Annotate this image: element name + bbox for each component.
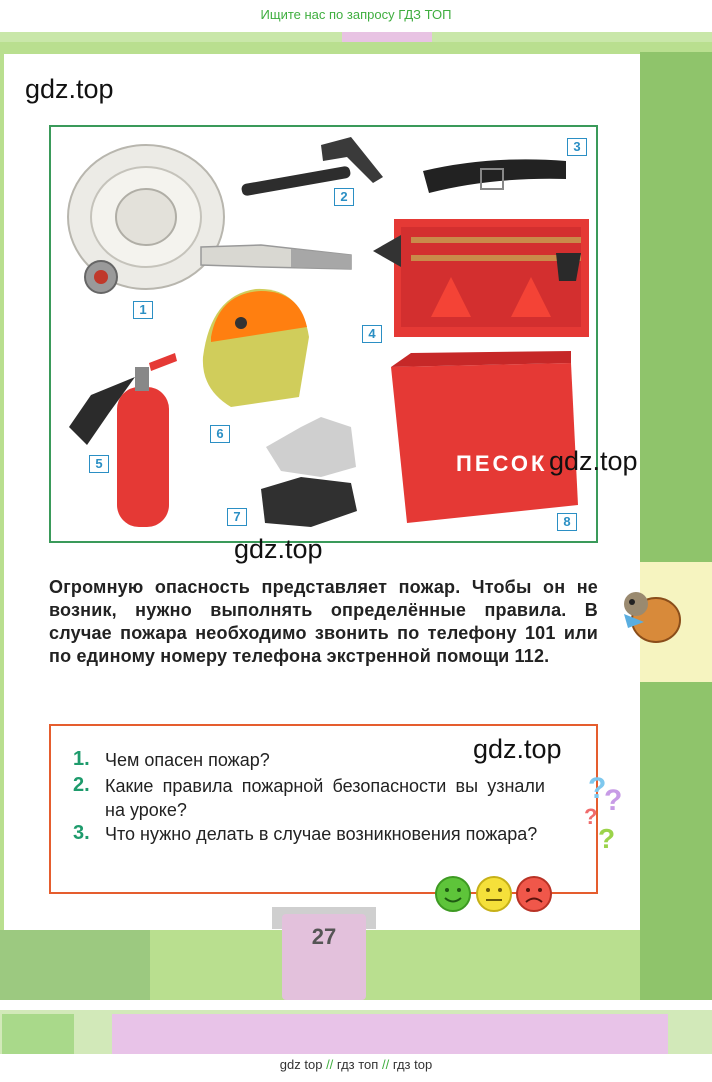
- top-banner[interactable]: Ищите нас по запросу ГДЗ ТОП: [0, 0, 712, 32]
- watermark: gdz.top: [549, 446, 638, 476]
- top-strip: [0, 32, 712, 42]
- svg-text:?: ?: [584, 804, 598, 829]
- neutral-face-icon: [477, 877, 511, 911]
- figure-tag-5: 5: [89, 455, 109, 473]
- watermark: gdz.top: [25, 74, 114, 104]
- question-text: Чем опасен пожар?: [105, 750, 270, 770]
- sad-face-icon: [517, 877, 551, 911]
- sand-box-image: [391, 351, 578, 523]
- figure-tag-6: 6: [210, 425, 230, 443]
- figure-tag-4: 4: [362, 325, 382, 343]
- fire-hose-image: [68, 145, 351, 293]
- self-assessment-smileys: [434, 874, 554, 914]
- fire-board-image: [373, 219, 589, 337]
- fire-axe-image: [241, 137, 383, 196]
- bottom-links: [0, 1054, 712, 1082]
- lesson-paragraph: Огромную опасность представляет пожар. Чтобы он не возник, нужно выполнять определённые правила. В случае пожара необходимо звонить по телефону 101 или по единому номеру телефона экстренной помощи 112.: [49, 577, 598, 666]
- svg-text:?: ?: [604, 784, 623, 817]
- question-text: Какие правила пожарной безопасности вы узнали на уроке?: [105, 776, 545, 820]
- question-number: 3.: [73, 822, 90, 844]
- page-number: 27: [282, 914, 366, 1000]
- question-number: 2.: [73, 774, 90, 796]
- figure-tag-8: 8: [557, 513, 577, 531]
- watermark: gdz.top: [234, 534, 323, 564]
- question-text: Что нужно делать в случае возникновения пожара?: [105, 824, 538, 844]
- turtle-mascot-icon: [614, 580, 684, 650]
- bottom-link[interactable]: гдз топ: [336, 1057, 379, 1072]
- question-number: 1.: [73, 748, 90, 770]
- watermark: gdz.top: [473, 734, 562, 764]
- figure-tag-7: 7: [227, 508, 247, 526]
- figure-tag-1: 1: [133, 301, 153, 319]
- separator: //: [381, 1057, 390, 1072]
- bottom-decor: [0, 1010, 712, 1054]
- separator: //: [326, 1057, 334, 1072]
- svg-text:?: ?: [598, 823, 616, 854]
- figure-tag-2: 2: [334, 188, 354, 206]
- fire-equipment-illustration: [49, 125, 598, 543]
- fire-belt-image: [423, 159, 566, 193]
- equipment-drawing: [51, 127, 596, 541]
- fire-helmet-image: [203, 289, 309, 407]
- sand-box-label: ПЕСОК: [456, 451, 548, 476]
- question-marks-icon: [578, 768, 632, 854]
- figure-tag-3: 3: [567, 138, 587, 156]
- fire-extinguisher-image: [69, 353, 177, 527]
- fire-gloves-image: [261, 417, 357, 527]
- svg-text:?: ?: [588, 772, 607, 805]
- happy-face-icon: [436, 877, 470, 911]
- bottom-link[interactable]: gdz top: [279, 1057, 323, 1072]
- bottom-link[interactable]: гдз top: [392, 1057, 433, 1072]
